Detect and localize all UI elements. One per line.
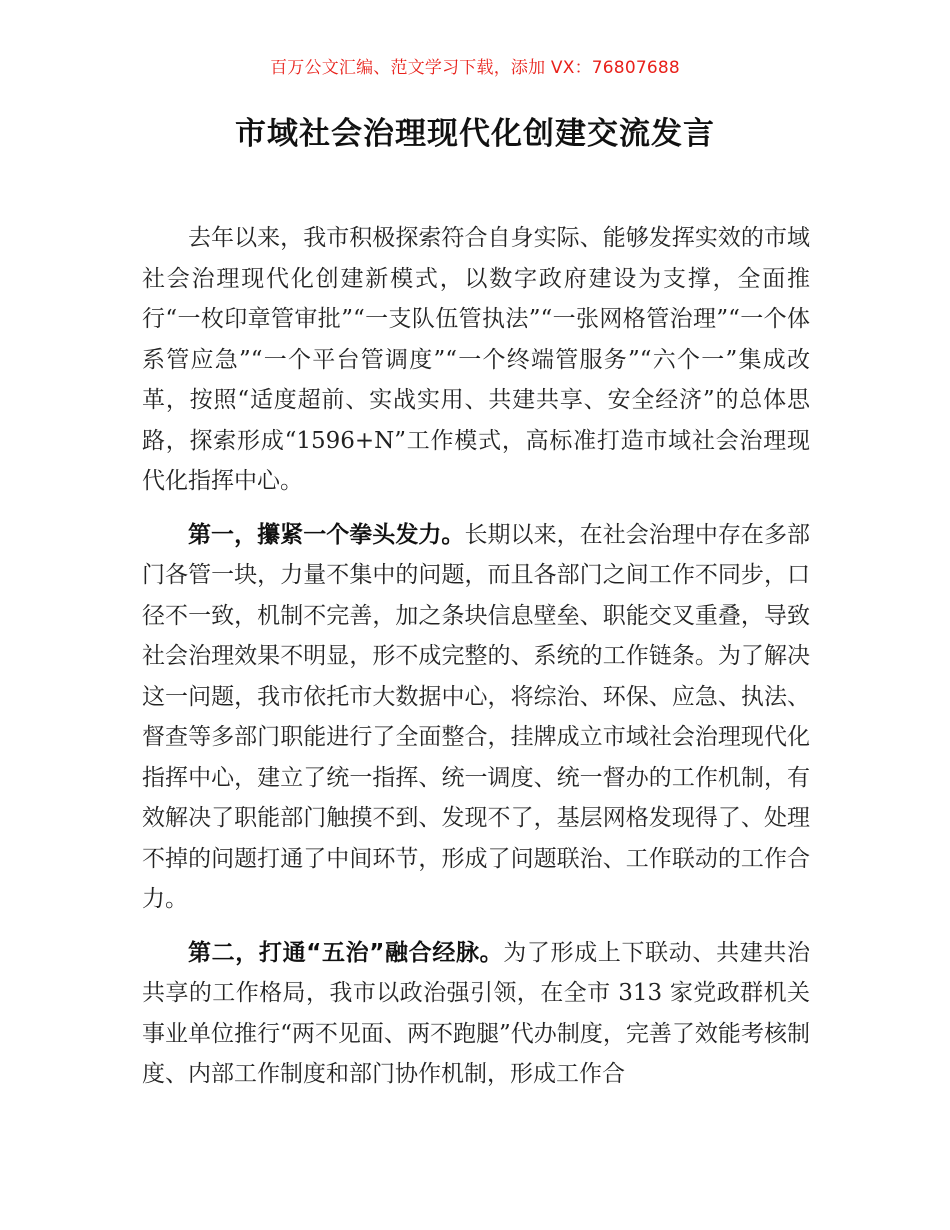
paragraph-text: 长期以来，在社会治理中存在多部门各管一块，力量不集中的问题，而且各部门之间工作不同步，口径不一致，机制不完善，加之条块信息壁垒、职能交叉重叠，导致社会治理效果不明显，形不成完整的、系统的工作链条。为了解决这一问题，我市依托市大数据中心，将综治、环保、应急、执法、督查等多部门职能进行了全面整合，挂牌成立市域社会治理现代化指挥中心，建立了统一指挥、统一调度、统一督办的工作机制，有效解决了职能部门触摸不到、发现不了，基层网格发现得了、处理不掉的问题打通了中间环节，形成了问题联治、工作联动的工作合力。	[142, 521, 811, 912]
document-body	[142, 218, 810, 1108]
paragraph-lead: 第二，打通“五治”融合经脉。	[188, 939, 504, 966]
header-watermark-note: 百万公文汇编、范文学习下载，添加 VX：76807688	[270, 58, 680, 78]
paragraph-intro	[142, 218, 810, 502]
document-title: 市域社会治理现代化创建交流发言	[235, 116, 715, 152]
paragraph-first-point	[142, 515, 810, 920]
paragraph-second-point	[142, 933, 810, 1095]
paragraph-lead: 第一，攥紧一个拳头发力。	[188, 521, 465, 548]
paragraph-text: 为了形成上下联动、共建共治共享的工作格局，我市以政治强引领，在全市 313 家党政群机关事业单位推行“两不见面、两不跑腿”代办制度，完善了效能考核制度、内部工作制度和部门协作机制，形成工作合	[142, 939, 811, 1087]
paragraph-text: 去年以来，我市积极探索符合自身实际、能够发挥实效的市域社会治理现代化创建新模式，以数字政府建设为支撑，全面推行“一枚印章管审批”“一支队伍管执法”“一张网格管治理”“一个体系管应急”“一个平台管调度”“一个终端管服务”“六个一”集成改革，按照“适度超前、实战实用、共建共享、安全经济”的总体思路，探索形成“1596+N”工作模式，高标准打造市域社会治理现代化指挥中心。	[142, 225, 810, 494]
